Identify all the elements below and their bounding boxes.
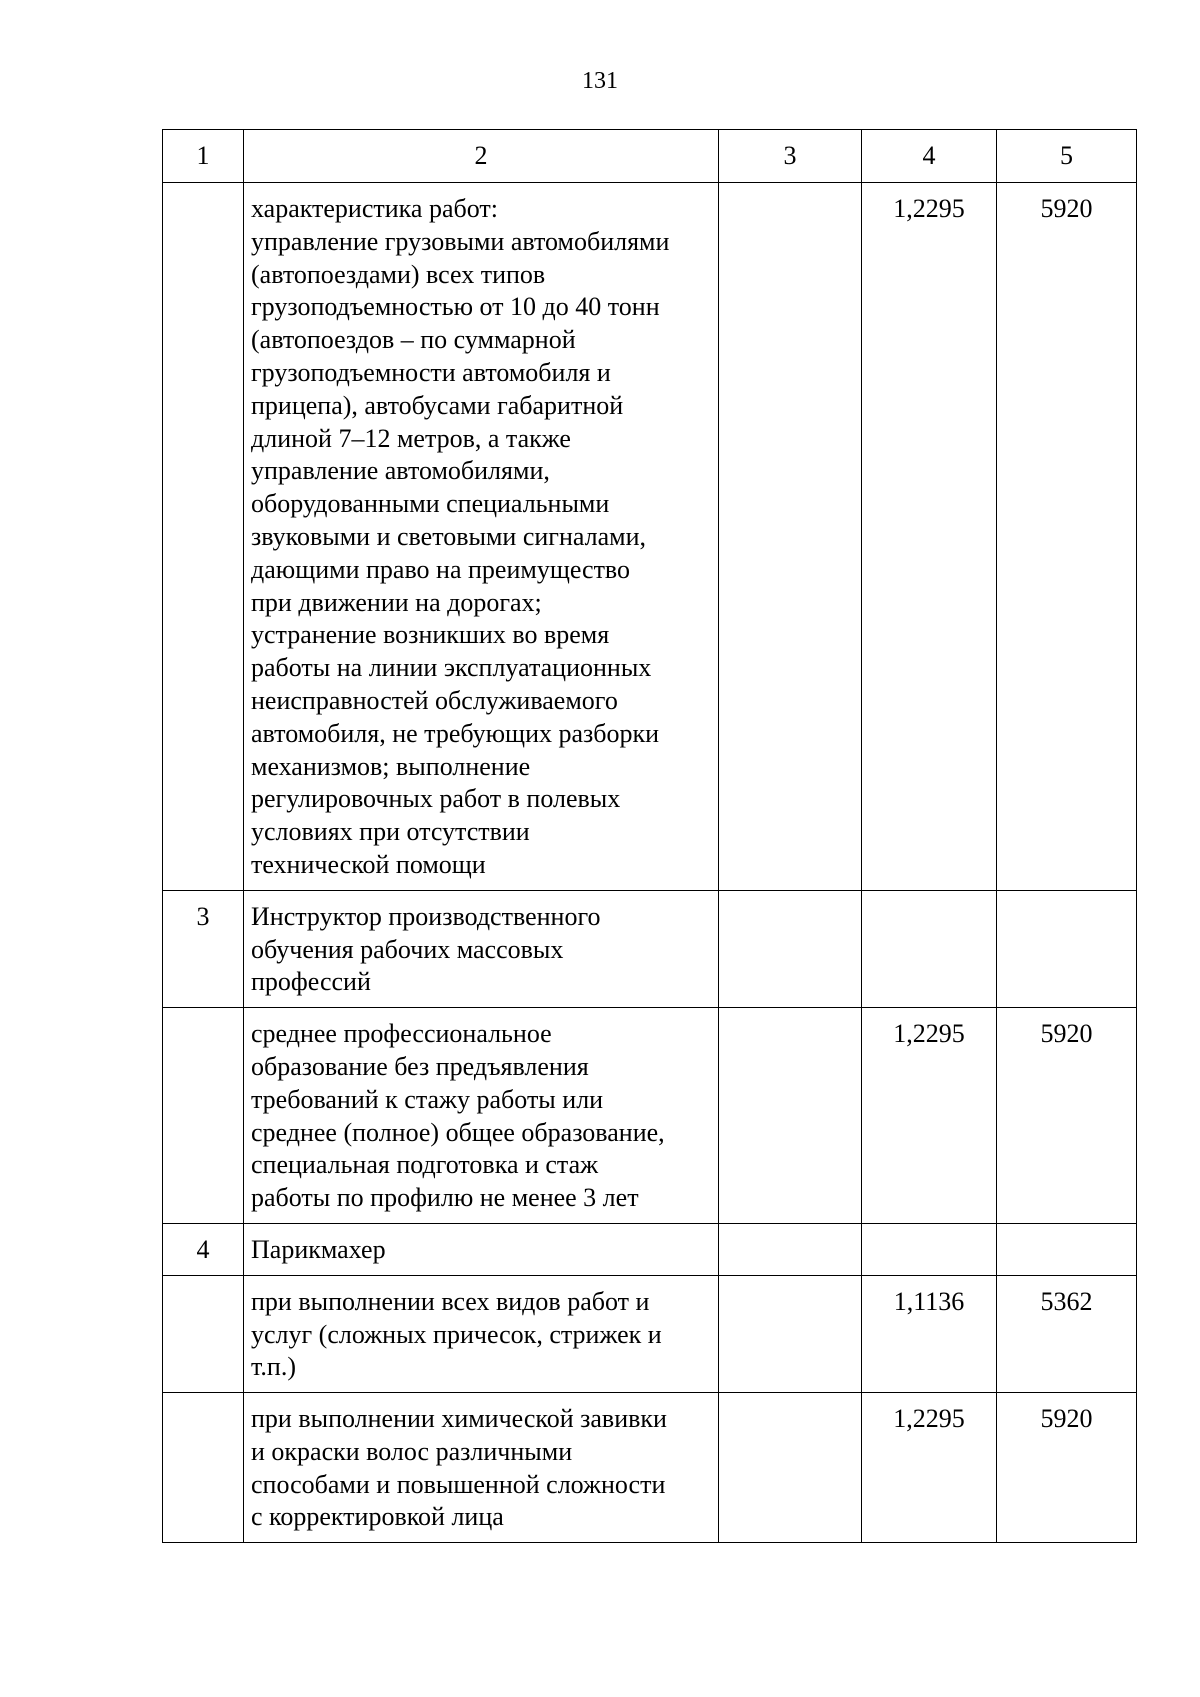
description-cell (244, 1393, 719, 1543)
table-header-row (163, 130, 1137, 183)
column-3-cell (719, 890, 862, 1007)
rates-table (162, 129, 1137, 1543)
row-number-cell (163, 183, 244, 891)
description-line: технической помощи (251, 849, 486, 879)
table-row (163, 1393, 1137, 1543)
description-line: услуг (сложных причесок, стрижек и (251, 1319, 662, 1349)
description-line: с корректировкой лица (251, 1502, 504, 1532)
column-3-cell (719, 1223, 862, 1275)
table-row (163, 1223, 1137, 1275)
description-line: механизмов; выполнение (251, 751, 531, 781)
description-line: (автопоездами) всех типов (251, 259, 546, 289)
table-row (163, 183, 1137, 891)
description-line: при выполнении химической завивки (251, 1404, 667, 1434)
description-line: Парикмахер (251, 1234, 386, 1264)
description-line: характеристика работ: (251, 194, 498, 223)
column-3-cell (719, 183, 862, 891)
salary-cell: 5362 (997, 1275, 1137, 1392)
description-line: Инструктор производственного (251, 901, 601, 931)
description-line: условиях при отсутствии (251, 817, 530, 847)
description-line: звуковыми и световыми сигналами, (251, 521, 647, 551)
row-number-cell (163, 1393, 244, 1543)
description-line: работы по профилю не менее 3 лет (251, 1183, 639, 1213)
description-line: работы на линии эксплуатационных (251, 653, 652, 683)
salary-cell (997, 890, 1137, 1007)
page-number: 131 (582, 68, 618, 94)
description-line: т.п.) (251, 1352, 296, 1382)
salary-cell: 5920 (997, 1393, 1137, 1543)
description-line: неисправностей обслуживаемого (251, 685, 618, 715)
table-row (163, 1008, 1137, 1224)
description-line: обучения рабочих массовых (251, 934, 564, 964)
column-header-4: 4 (862, 130, 997, 183)
coefficient-cell: 1,1136 (862, 1275, 997, 1392)
row-number-cell: 3 (163, 890, 244, 1007)
row-number-cell (163, 1275, 244, 1392)
row-number-cell (163, 1008, 244, 1224)
coefficient-cell: 1,2295 (862, 1393, 997, 1543)
coefficient-cell (862, 1223, 997, 1275)
table-row (163, 890, 1137, 1007)
description-line: прицепа), автобусами габаритной (251, 390, 624, 420)
description-line: профессий (251, 967, 371, 997)
description-line: регулировочных работ в полевых (251, 784, 621, 814)
coefficient-cell (862, 890, 997, 1007)
salary-cell (997, 1223, 1137, 1275)
salary-cell: 5920 (997, 183, 1137, 891)
description-line: дающими право на преимущество (251, 554, 631, 584)
description-cell (244, 1223, 719, 1275)
description-cell (244, 1008, 719, 1224)
column-header-3: 3 (719, 130, 862, 183)
description-line: среднее профессиональное (251, 1019, 552, 1049)
description-line: длиной 7–12 метров, а также (251, 423, 571, 453)
description-line: при выполнении всех видов работ и (251, 1286, 650, 1316)
description-line: управление грузовыми автомобилями (251, 226, 670, 256)
description-line: автомобиля, не требующих разборки (251, 718, 660, 748)
row-number-cell: 4 (163, 1223, 244, 1275)
column-3-cell (719, 1275, 862, 1392)
salary-cell: 5920 (997, 1008, 1137, 1224)
description-line: (автопоездов – по суммарной (251, 325, 576, 355)
description-cell (244, 183, 719, 891)
description-line: управление автомобилями, (251, 456, 550, 486)
description-line: способами и повышенной сложности (251, 1469, 666, 1499)
description-line: и окраски волос различными (251, 1436, 573, 1466)
column-3-cell (719, 1008, 862, 1224)
description-line: грузоподъемностью от 10 до 40 тонн (251, 292, 660, 322)
description-cell (244, 890, 719, 1007)
description-cell (244, 1275, 719, 1392)
description-line: оборудованными специальными (251, 489, 610, 519)
column-header-2: 2 (244, 130, 719, 183)
column-header-1: 1 (163, 130, 244, 183)
description-line: специальная подготовка и стаж (251, 1150, 599, 1180)
column-3-cell (719, 1393, 862, 1543)
description-line: устранение возникших во время (251, 620, 610, 650)
description-line: образование без предъявления (251, 1051, 589, 1081)
column-header-5: 5 (997, 130, 1137, 183)
description-line: при движении на дорогах; (251, 587, 542, 617)
description-line: требований к стажу работы или (251, 1084, 604, 1114)
table-body (163, 130, 1137, 1543)
description-line: грузоподъемности автомобиля и (251, 357, 611, 387)
description-line: среднее (полное) общее образование, (251, 1117, 665, 1147)
table-row (163, 1275, 1137, 1392)
coefficient-cell: 1,2295 (862, 1008, 997, 1224)
coefficient-cell: 1,2295 (862, 183, 997, 891)
